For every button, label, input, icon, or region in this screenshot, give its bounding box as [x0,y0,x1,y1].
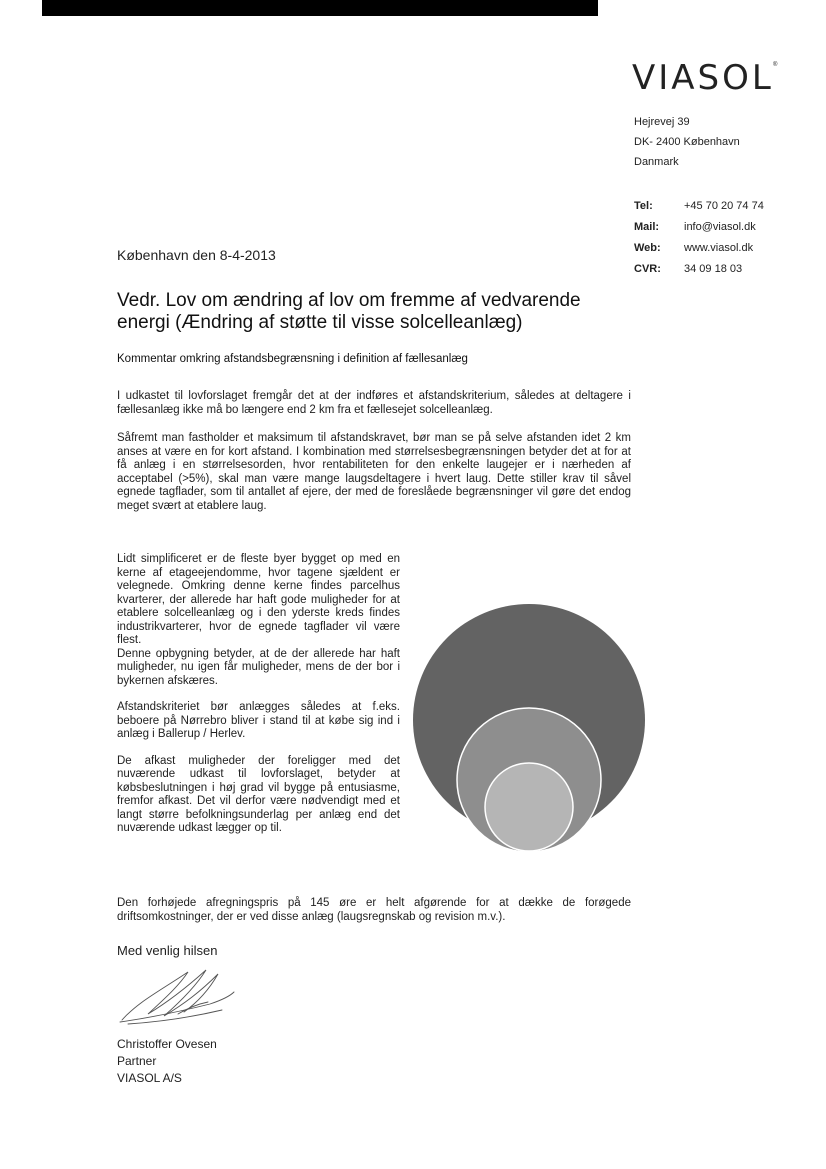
concentric-circles-illustration [412,558,646,882]
company-address [634,112,740,172]
contact-cvr-label: CVR: [634,263,661,275]
letter-title: Vedr. Lov om ændring af lov om fremme af vedvarende energi (Ændring af støtte til visse solcelleanlæg) [117,290,581,333]
paragraph-3: Lidt simplificeret er de fleste byer bygget op med en kerne af etageejendomme, hvor tagene sjældent er velegnede. Omkring denne kerne findes parcelhus kvarterer, der allerede har haft gode muligheder for at etablere solcelleanlæg og i den yderste kreds findes industrikvarterer, hvor de egnede tagflader vil være flest. [117,553,400,646]
contact-web-label: Web: [634,242,661,254]
signer-title: Partner [117,1054,157,1068]
contact-info [634,196,764,280]
contact-mail [634,217,764,238]
address-street: Hejrevej 39 [634,116,690,128]
signer-name: Christoffer Ovesen [117,1037,217,1051]
logo-registered-mark: ® [773,62,778,68]
handwritten-signature [118,962,238,1030]
left-column-text [117,553,400,849]
logo-text: VIASOL [632,58,774,98]
paragraph-1: I udkastet til lovforslaget fremgår det at der indføres et afstandskriterium, således at deltagere i fællesanlæg ikke må bo længere end 2 km fra et fællesejet solcelleanlæg. [117,390,631,416]
paragraph-2: Såfremt man fastholder et maksimum til afstandskravet, bør man se på selve afstanden idet 2 km anses at være en for kort afstand. I kombination med størrelsesbegrænsningen betyder det at for at få anlæg i en størrelsesorden, hvor rentabiliteten for den enkelte laugejer er i nærheden af acceptabel (>5%), skal man være mange laugsdeltagere i hvert laug. Dette stiller krav til såvel egnede tagflader, som til antallet af ejere, der med de foreslåede begrænsninger vil gøre det endog meget svært at etablere laug. [117,432,631,512]
contact-tel-value: +45 70 20 74 74 [684,200,764,212]
letter-subtitle: Kommentar omkring afstandsbegrænsning i definition af fællesanlæg [117,353,468,365]
closing-greeting: Med venlig hilsen [117,943,218,958]
paragraph-4: Denne opbygning betyder, at de der allerede har haft muligheder, nu igen får muligheder, mens de der bor i bykernen afskæres. [117,647,400,687]
contact-tel-label: Tel: [634,200,653,212]
paragraph-5: Afstandskriteriet bør anlægges således at f.eks. beboere på Nørrebro bliver i stand til at købe sig ind i anlæg i Ballerup / Herlev. [117,701,400,740]
signer-company: VIASOL A/S [117,1071,182,1085]
address-country: Danmark [634,156,679,168]
viasol-logo [632,58,778,98]
contact-cvr [634,259,764,280]
address-city: DK- 2400 København [634,136,740,148]
top-black-bar [42,0,598,16]
contact-mail-label: Mail: [634,221,660,233]
dateline: København den 8-4-2013 [117,247,276,263]
contact-web [634,238,764,259]
paragraph-6: De afkast muligheder der foreligger med det nuværende udkast til lovforslaget, betyder at købsbeslutningen i høj grad vil bygge på entusiasme, fremfor afkast. Det vil derfor være nødvendigt med et langt større befolkningsunderlag per anlæg end det nuværende udkast lægger op til. [117,754,400,834]
signature-block [117,1036,217,1087]
contact-tel [634,196,764,217]
paragraph-7: Den forhøjede afregningspris på 145 øre er helt afgørende for at dække de forøgede driftsomkostninger, der er ved disse anlæg (laugsregnskab og revision m.v.). [117,897,631,923]
contact-web-value: www.viasol.dk [684,242,754,254]
contact-cvr-value: 34 09 18 03 [684,263,743,275]
circle-inner [485,763,573,851]
contact-mail-value: info@viasol.dk [684,221,756,233]
